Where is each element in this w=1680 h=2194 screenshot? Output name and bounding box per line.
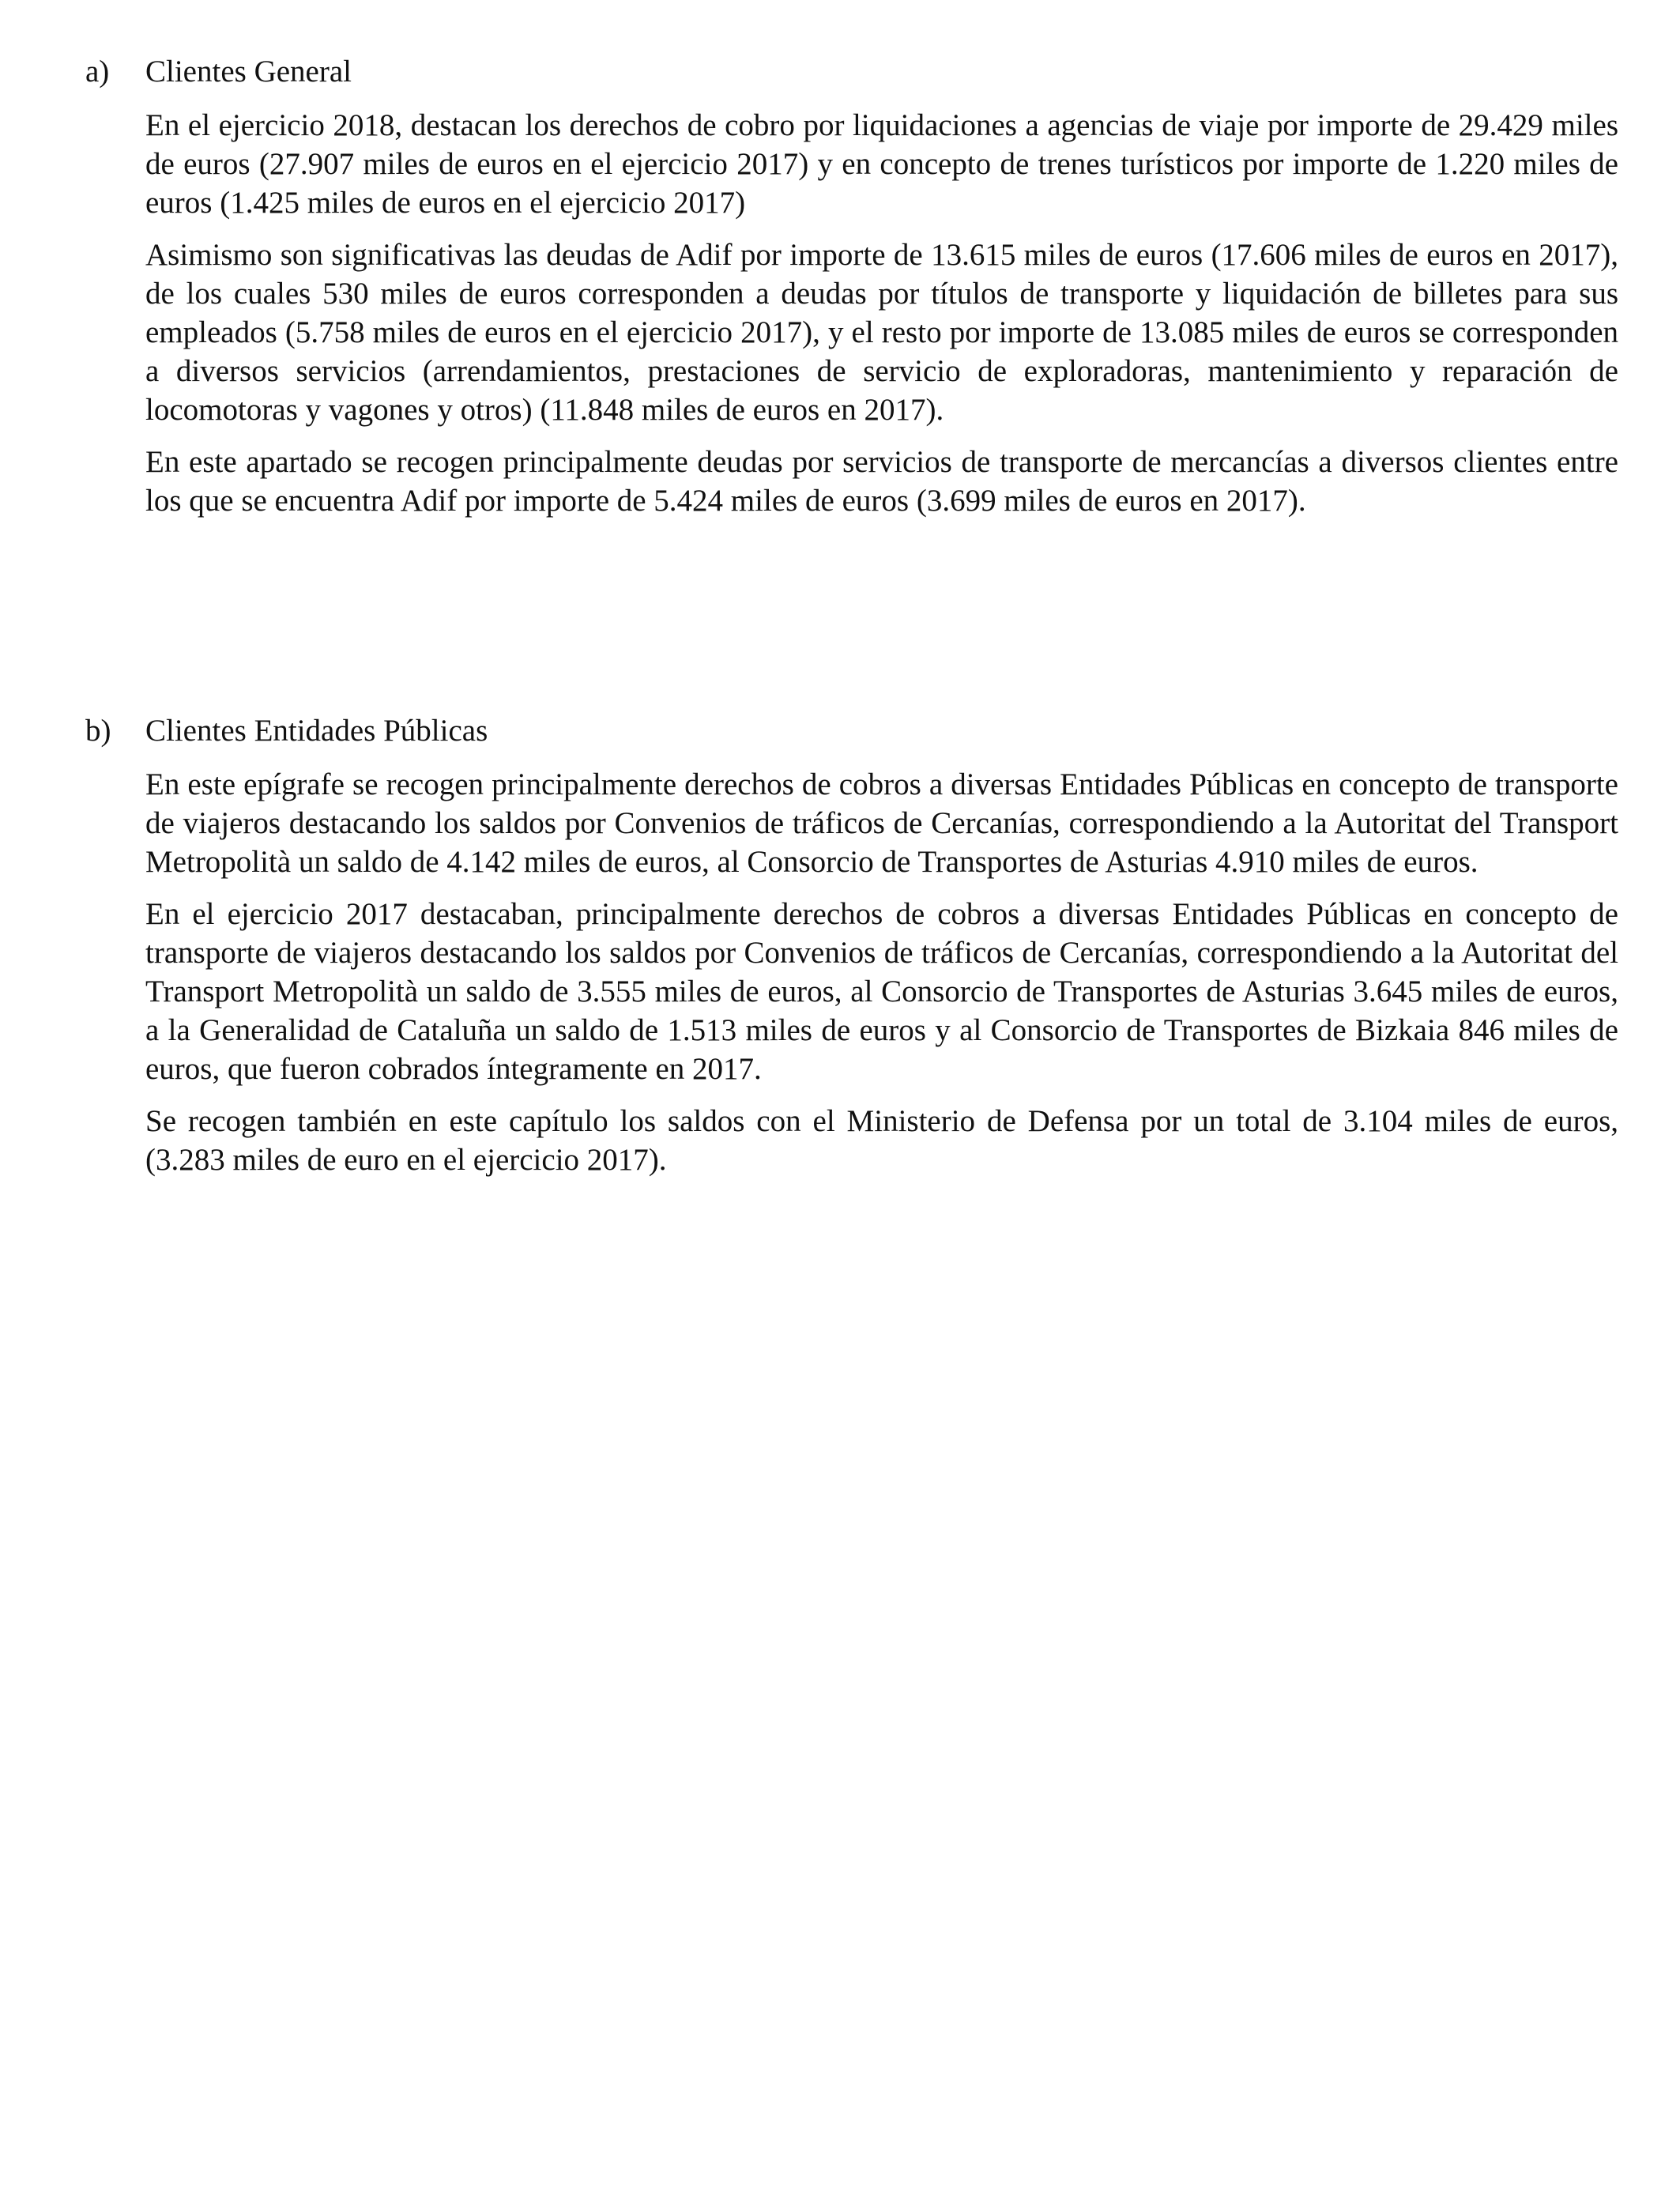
paragraph: En el ejercicio 2017 destacaban, principalmente derechos de cobros a diversas Entidades Públicas en concepto de transporte de viajeros destacando los saldos por Convenios de tráficos de Cercanías, correspondiendo a la Autoritat del Transport Metropolità un saldo de 3.555 miles de euros, al Consorcio de Transportes de Asturias 3.645 miles de euros, a la Generalidad de Cataluña un saldo de 1.513 miles de euros y al Consorcio de Transportes de Bizkaia 846 miles de euros, que fueron cobrados íntegramente en 2017. (145, 897, 1618, 1086)
section-heading (85, 711, 1587, 751)
paragraph: En este epígrafe se recogen principalmente derechos de cobros a diversas Entidades Públicas en concepto de transporte de viajeros destacando los saldos por Convenios de tráficos de Cercanías, correspondiendo a la Autoritat del Transport Metropolità un saldo de 4.142 miles de euros, al Consorcio de Transportes de Asturias 4.910 miles de euros. (145, 767, 1618, 879)
section-body (145, 106, 1618, 520)
section-clientes-general (85, 52, 1618, 533)
paragraph: Se recogen también en este capítulo los saldos con el Ministerio de Defensa por un total de 3.104 miles de euros, (3.283 miles de euro en el ejercicio 2017). (145, 1104, 1618, 1177)
paragraph: En el ejercicio 2018, destacan los derechos de cobro por liquidaciones a agencias de viaje por importe de 29.429 miles de euros (27.907 miles de euros en el ejercicio 2017) y en concepto de trenes turísticos por importe de 1.220 miles de euros (1.425 miles de euros en el ejercicio 2017) (145, 108, 1618, 220)
section-letter: a) (85, 55, 110, 89)
section-body (145, 765, 1618, 1179)
section-clientes-entidades-publicas (85, 711, 1618, 1193)
paragraph: Asimismo son significativas las deudas de Adif por importe de 13.615 miles de euros (17.606 miles de euros en 2017), de los cuales 530 miles de euros corresponden a deudas por títulos de transporte y liquidación de billetes para sus empleados (5.758 miles de euros en el ejercicio 2017), y el resto por importe de 13.085 miles de euros se corresponden a diversos servicios (arrendamientos, prestaciones de servicio de exploradoras, mantenimiento y reparación de locomotoras y vagones y otros) (11.848 miles de euros en 2017). (145, 238, 1618, 427)
section-title: Clientes Entidades Públicas (145, 714, 488, 748)
section-letter: b) (85, 714, 111, 748)
section-title: Clientes General (145, 55, 352, 89)
paragraph: En este apartado se recogen principalmente deudas por servicios de transporte de mercancías a diversos clientes entre los que se encuentra Adif por importe de 5.424 miles de euros (3.699 miles de euros en 2017). (145, 445, 1618, 518)
section-heading (85, 52, 1587, 92)
